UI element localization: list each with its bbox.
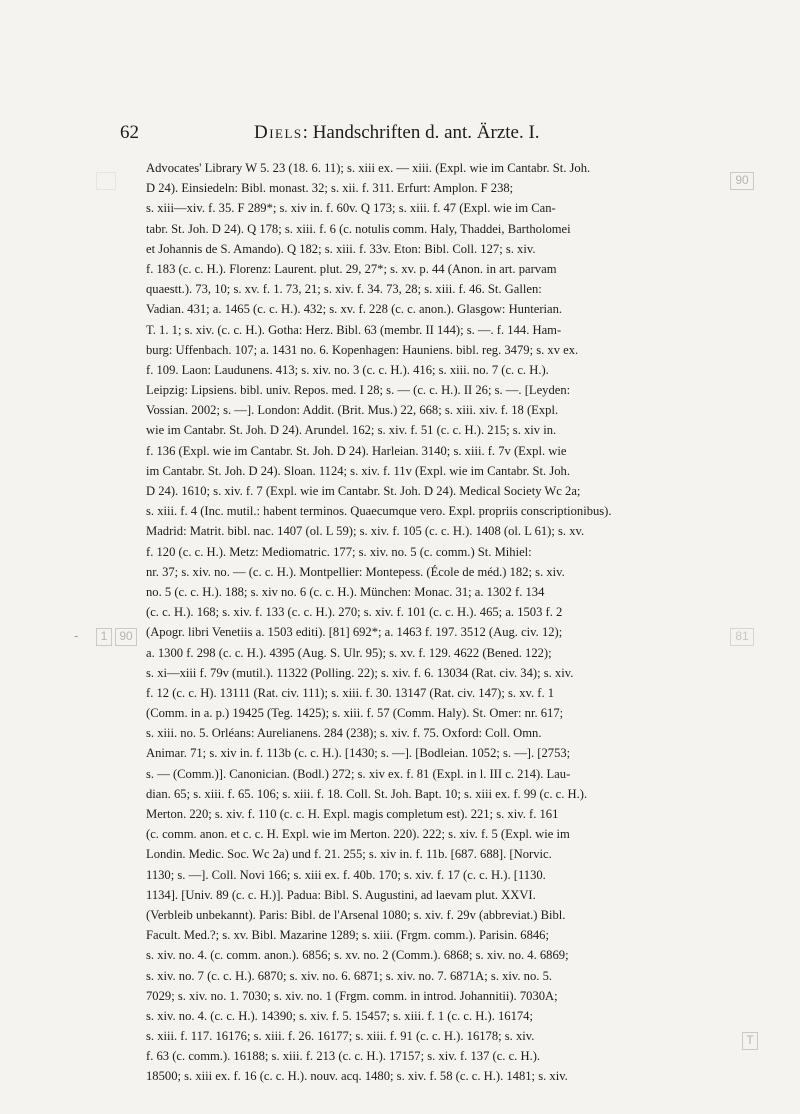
margin-tick-left: - [74,628,79,643]
page-header [120,122,740,148]
text-line: Merton. 220; s. xiv. f. 110 (c. c. H. Expl. magis completum est). 221; s. xiv. f. 161 [146,807,559,821]
text-line: 1134]. [Univ. 89 (c. c. H.)]. Padua: Bibl. S. Augustini, ad laevam plut. XXVI. [146,887,536,902]
text-line: f. 136 (Expl. wie im Cantabr. St. Joh. D 24). Harleian. 3140; s. xiii. f. 7v (Expl. wie [146,443,567,458]
margin-mark-left-2: 90 [115,628,137,646]
running-head-author: Diels [254,122,303,143]
text-line: Vossian. 2002; s. —]. London: Addit. (Brit. Mus.) 22, 668; s. xiii. xiv. f. 18 (Expl. [146,403,559,418]
running-head-title: : Handschriften d. ant. Ärzte. I. [302,122,540,143]
text-line: et Johannis de S. Amando). Q 182; s. xiii. f. 33v. Eton: Bibl. Coll. 127; s. xiv. [146,241,536,256]
text-line [146,1087,771,1107]
text-line: no. 5 (c. c. H.). 188; s. xiv no. 6 (c. c. H.). München: Monac. 31; a. 1302 f. 134 [146,584,545,599]
text-line: a. 1300 f. 298 (c. c. H.). 4395 (Aug. S. Ulr. 95); s. xv. f. 129. 4622 (Bened. 122); [146,645,552,660]
text-line: Animar. 71; s. xiv in. f. 113b (c. c. H.). [1430; s. —]. [Bodleian. 1052; s. —]. [2753; [146,746,571,761]
text-line: s. xi—xiii f. 79v (mutil.). 11322 (Polling. 22); s. xiv. f. 6. 13034 (Rat. civ. 34); s. xiv. [146,665,574,680]
text-line: quaestt.). 73, 10; s. xv. f. 1. 73, 21; s. xiv. f. 34. 73, 28; s. xiii. f. 46. St. Gallen: [146,282,542,297]
text-line: burg: Uffenbach. 107; a. 1431 no. 6. Kopenhagen: Hauniens. bibl. reg. 3479; s. xv ex. [146,342,579,357]
margin-mark-faded [96,172,116,190]
text-line: f. 63 (c. comm.). 16188; s. xiii. f. 213 (c. c. H.). 17157; s. xiv. f. 137 (c. c. H.). [146,1049,541,1064]
text-line: s. xiii. no. 5. Orléans: Aurelianens. 284 (238); s. xiv. f. 75. Oxford: Coll. Omn. [146,726,542,741]
text-line: (Comm. in a. p.) 19425 (Teg. 1425); s. xiii. f. 57 (Comm. Haly). St. Omer: nr. 617; [146,706,564,721]
text-line: dian. 65; s. xiii. f. 65. 106; s. xiii. f. 18. Coll. St. Joh. Bapt. 10; s. xiii ex. f. 99 (c. c. H.). [146,786,588,801]
margin-mark-right-bottom: T [742,1032,758,1050]
text-line: T. 1. 1; s. xiv. (c. c. H.). Gotha: Herz. Bibl. 63 (membr. II 144); s. —. f. 144. Ham- [146,322,562,337]
text-line: f. 109. Laon: Laudunens. 413; s. xiv. no. 3 (c. c. H.). 416; s. xiii. no. 7 (c. c. H.). [146,362,549,377]
text-line: (c. c. H.). 168; s. xiv. f. 133 (c. c. H.). 270; s. xiv. f. 101 (c. c. H.). 465; a. 1503 f. 2 [146,605,563,620]
text-line: s. xiv. no. 7 (c. c. H.). 6870; s. xiv. no. 6. 6871; s. xiv. no. 7. 6871A; s. xiv. no. 5. [146,968,553,983]
text-line: s. xiv. no. 4. (c. c. H.). 14390; s. xiv. f. 5. 15457; s. xiii. f. 1 (c. c. H.). 16174; [146,1008,533,1023]
text-line: tabr. St. Joh. D 24). Q 178; s. xiii. f. 6 (c. notulis comm. Haly, Thaddei, Bartholomei [146,221,571,236]
text-line: 1130; s. —]. Coll. Novi 166; s. xiii ex. f. 40b. 170; s. xiv. f. 17 (c. c. H.). [1130. [146,867,546,882]
text-line: s. xiii. f. 117. 16176; s. xiii. f. 26. 16177; s. xiii. f. 91 (c. c. H.). 16178; s. xiv. [146,1029,535,1044]
text-line: D 24). 1610; s. xiv. f. 7 (Expl. wie im Cantabr. St. Joh. D 24). Medical Society Wc 2a; [146,484,581,498]
text-line: s. — (Comm.)]. Canonician. (Bodl.) 272; s. xiv ex. f. 81 (Expl. in l. III c. 214). Lau- [146,766,571,781]
text-line: Leipzig: Lipsiens. bibl. univ. Repos. med. I 28; s. — (c. c. H.). II 26; s. —. [Leyden: [146,383,571,398]
text-line: Madrid: Matrit. bibl. nac. 1407 (ol. L 59); s. xiv. f. 105 (c. c. H.). 1408 (ol. L 61); s. xv. [146,524,585,539]
text-line: s. xiii—xiv. f. 35. F 289*; s. xiv in. f. 60v. Q 173; s. xiii. f. 47 (Expl. wie im Can- [146,201,556,216]
text-line: wie im Cantabr. St. Joh. D 24). Arundel. 162; s. xiv. f. 51 (c. c. H.). 215; s. xiv in. [146,423,557,438]
running-head [254,122,540,144]
text-line: f. 12 (c. c. H). 13111 (Rat. civ. 111); s. xiii. f. 30. 13147 (Rat. civ. 147); s. xv. f. 1 [146,685,555,700]
margin-mark-left-1: 1 [96,628,112,646]
text-line: f. 183 (c. c. H.). Florenz: Laurent. plut. 29, 27*; s. xv. p. 44 (Anon. in art. parvam [146,261,557,276]
text-line: (c. comm. anon. et c. c. H. Expl. wie im Merton. 220). 222; s. xiv. f. 5 (Expl. wie im [146,827,570,842]
text-line: s. xiii. f. 4 (Inc. mutil.: habent terminos. Quaecumque vero. Expl. propriis conscriptionibus). [146,504,612,519]
text-line: Facult. Med.?; s. xv. Bibl. Mazarine 1289; s. xiii. (Frgm. comm.). Parisin. 6846; [146,928,549,943]
text-line: (Apogr. libri Venetiis a. 1503 editi). [81] 692*; a. 1463 f. 197. 3512 (Aug. civ. 12); [146,625,563,640]
text-line: (Verbleib unbekannt). Paris: Bibl. de l'Arsenal 1080; s. xiv. f. 29v (abbreviat.) Bibl. [146,907,566,922]
text-line: im Cantabr. St. Joh. D 24). Sloan. 1124; s. xiv. f. 11v (Expl. wie im Cantabr. St. Joh. [146,463,570,478]
text-line: Advocates' Library W 5. 23 (18. 6. 11); s. xiii ex. — xiii. (Expl. wie im Cantabr. St. Joh. [146,161,591,175]
text-line: D 24). Einsiedeln: Bibl. monast. 32; s. xii. f. 311. Erfurt: Amplon. F 238; [146,181,514,196]
text-line: 18500; s. xiii ex. f. 16 (c. c. H.). nouv. acq. 1480; s. xiv. f. 58 (c. c. H.). 1481; s. xiv. [146,1069,568,1084]
text-line: 7029; s. xiv. no. 1. 7030; s. xiv. no. 1 (Frgm. comm. in introd. Johannitii). 7030A; [146,988,558,1003]
text-line: f. 120 (c. c. H.). Metz: Mediomatric. 177; s. xiv. no. 5 (c. comm.) St. Mihiel: [146,544,532,559]
text-line: Vadian. 431; a. 1465 (c. c. H.). 432; s. xv. f. 228 (c. c. anon.). Glasgow: Hunterian. [146,302,563,317]
text-line: s. xiv. no. 4. (c. comm. anon.). 6856; s. xv. no. 2 (Comm.). 6868; s. xiv. no. 4. 6869; [146,948,569,963]
margin-mark-right-mid: 81 [730,628,754,646]
body-text [146,158,771,1107]
page-number: 62 [120,122,139,143]
margin-mark-top-right: 90 [730,172,754,190]
text-line: nr. 37; s. xiv. no. — (c. c. H.). Montpellier: Montepess. (École de méd.) 182; s. xiv. [146,564,565,579]
text-line: Londin. Medic. Soc. Wc 2a) und f. 21. 255; s. xiv in. f. 11b. [687. 688]. [Norvic. [146,847,552,862]
